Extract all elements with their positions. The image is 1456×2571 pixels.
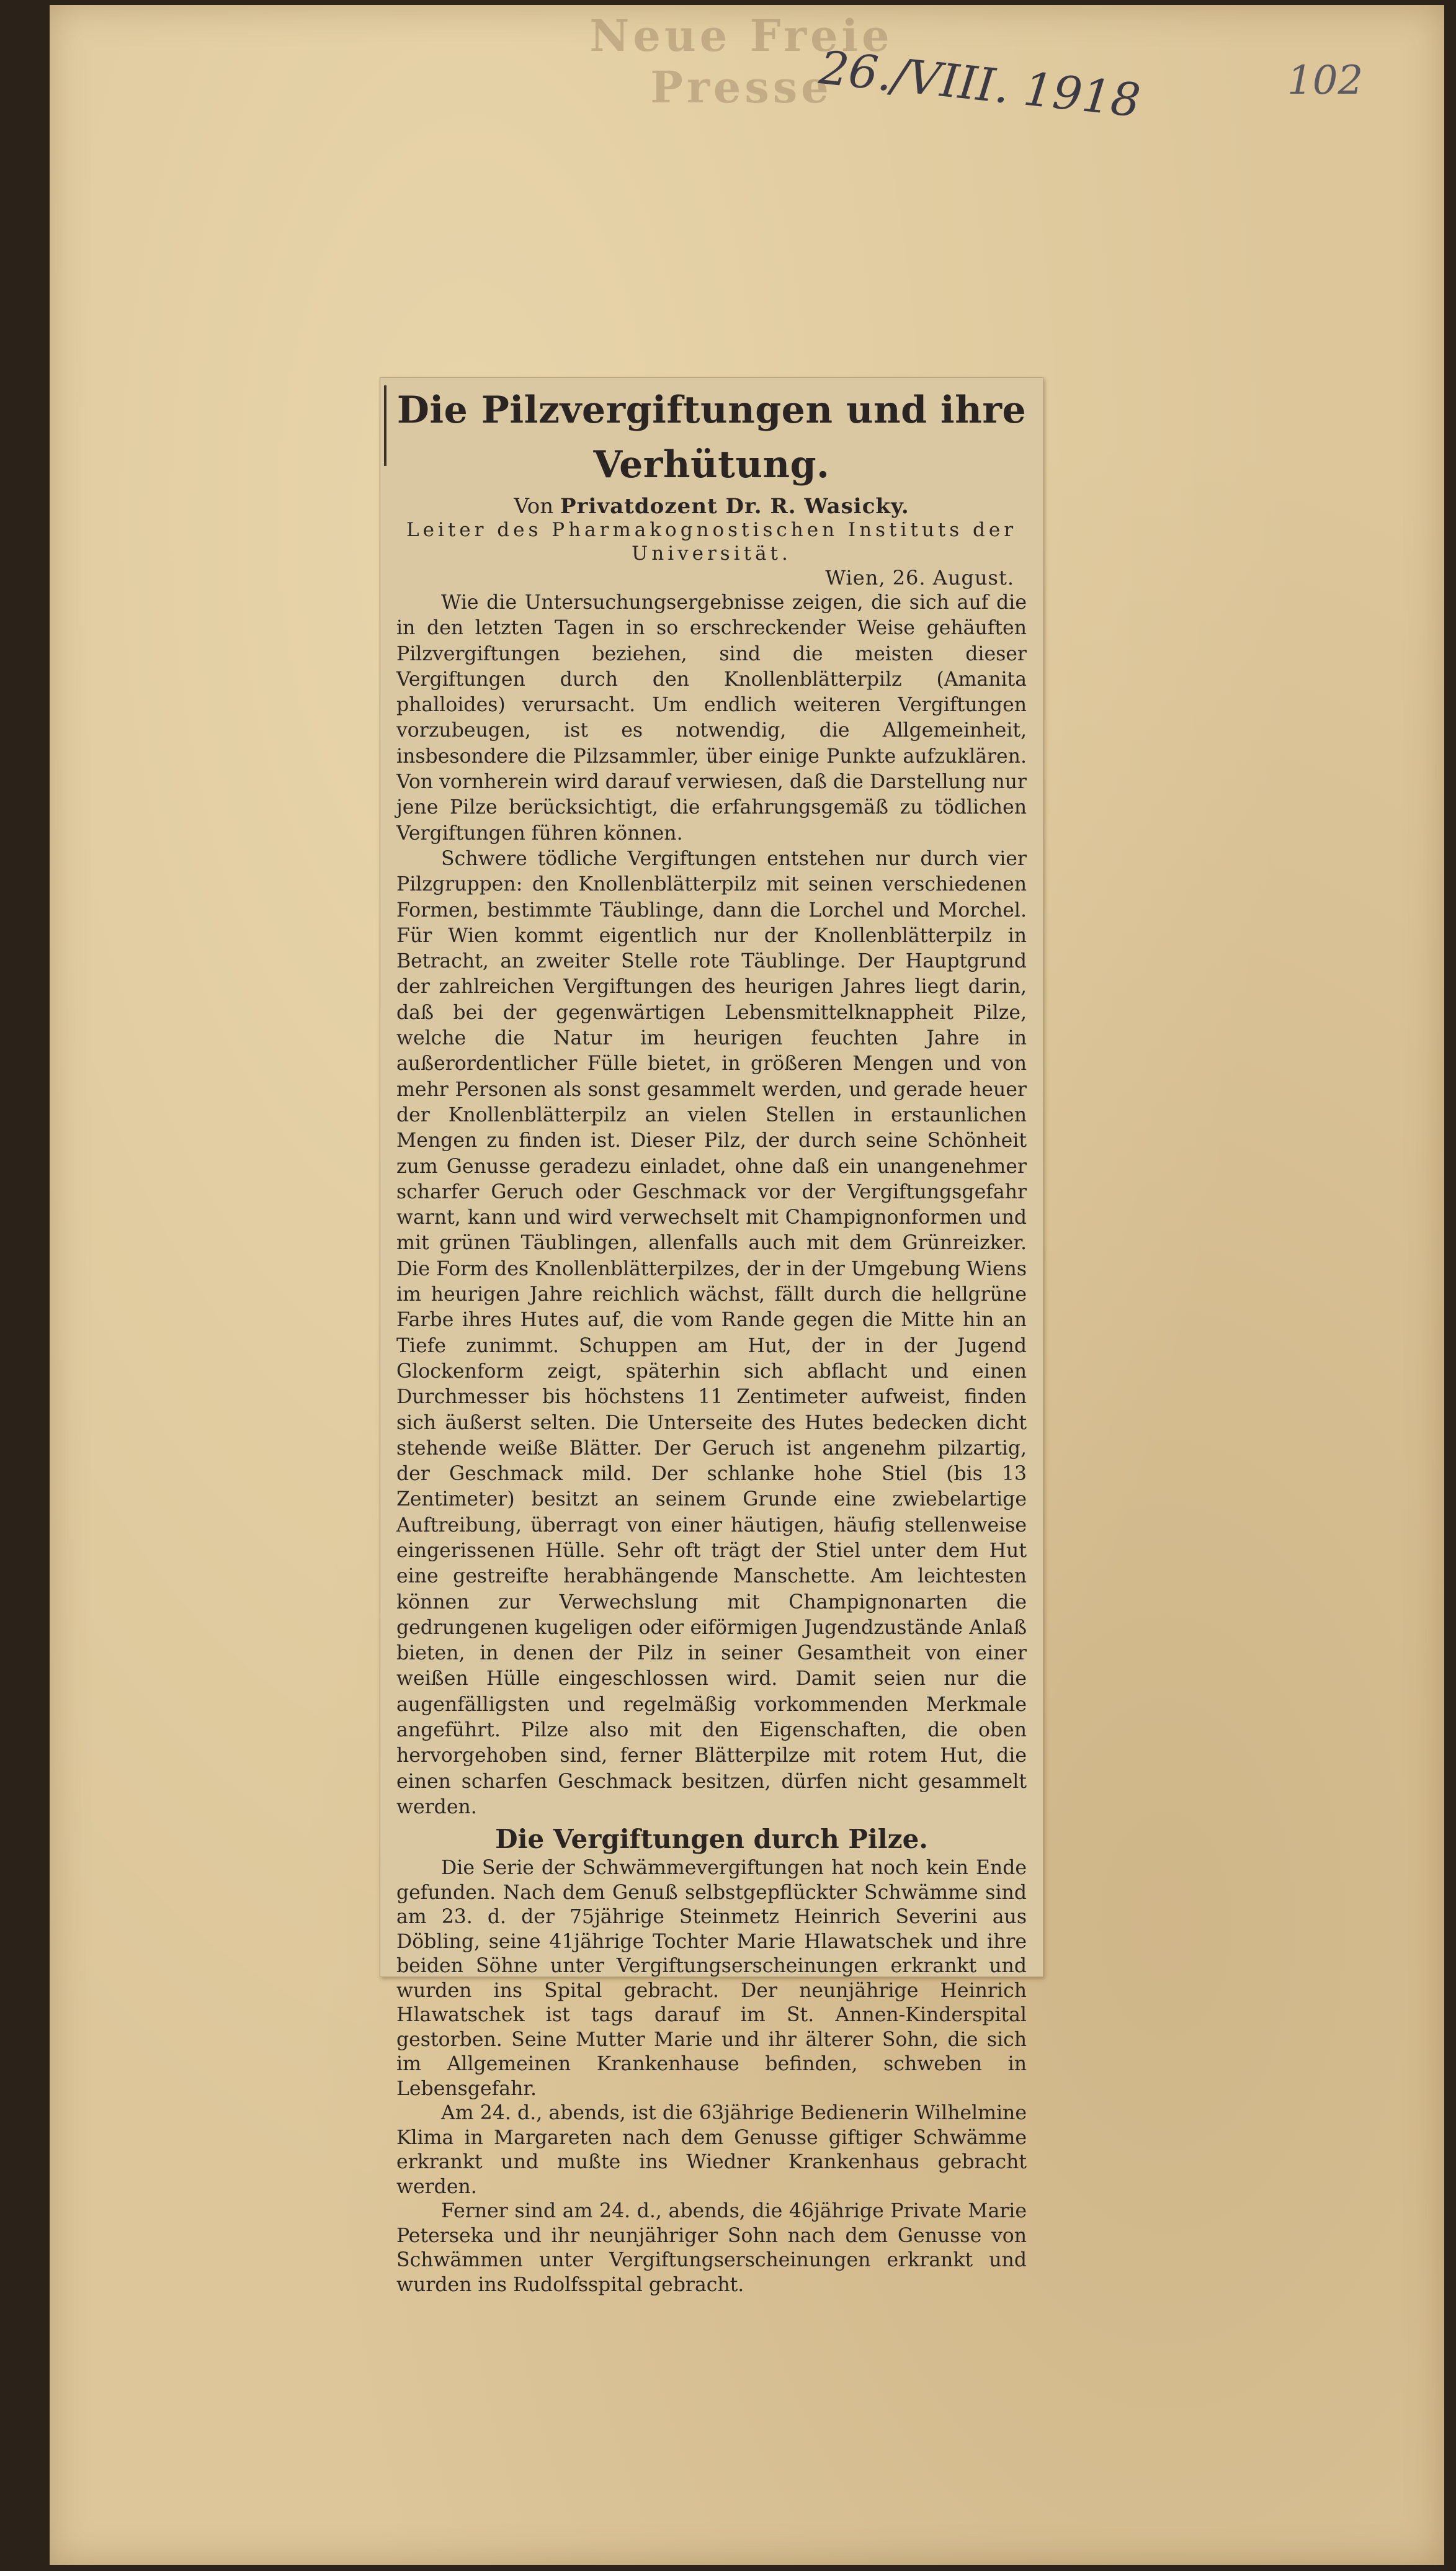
- handwritten-date: 26./VIII. 1918: [816, 41, 1143, 128]
- byline: [396, 495, 1027, 518]
- dateline: Wien, 26. August.: [825, 566, 1014, 590]
- author-name: Privatdozent Dr. R. Wasicky.: [560, 494, 909, 519]
- article-paragraph: Schwere tödliche Vergiftungen entstehen nur durch vier Pilzgruppen: den Knollenblätterpilz mit seinen verschiedenen Formen, bestimmte Täublinge, dann die Lorchel und Morchel. Für Wien kommt eigentlich nur der Knollenblätterpilz in Betracht, an zweiter Stelle rote Täublinge. Der Hauptgrund der zahlreichen Vergiftungen des heurigen Jahres liegt darin, daß bei der gegenwärtigen Lebensmittelknappheit Pilze, welche die Natur im heurigen feuchten Jahre in außerordentlicher Fülle bietet, in größeren Mengen und von mehr Personen als sonst gesammelt werden, und gerade heuer der Knollenblätterpilz an vielen Stellen in erstaunlichen Mengen zu finden ist. Dieser Pilz, der durch seine Schönheit zum Genusse geradezu einladet, ohne daß ein unangenehmer scharfer Geruch oder Geschmack vor der Vergiftungsgefahr warnt, kann und wird verwechselt mit Champignonformen und mit grünen Täublingen, allenfalls auch mit dem Grünreizker. Die Form des Knollenblätterpilzes, der in der Umgebung Wiens im heurigen Jahre reichlich wächst, fällt durch die hellgrüne Farbe ihres Hutes auf, die vom Rande gegen die Mitte hin an Tiefe zunimmt. Schuppen am Hut, der in der Jugend Glockenform zeigt, späterhin sich abflacht und einen Durchmesser bis höchstens 11 Zentimeter aufweist, finden sich äußerst selten. Die Unterseite des Hutes bedecken dicht stehende weiße Blätter. Der Geruch ist angenehm pilzartig, der Geschmack mild. Der schlanke hohe Stiel (bis 13 Zentimeter) besitzt an seinem Grunde eine zwiebelartige Auftreibung, überragt von einer häutigen, häufig stellenweise eingerissenen Hülle. Sehr oft trägt der Stiel unter dem Hut eine gestreifte herabhängende Manschette. Am leichtesten können zur Verwechslung mit Champignonarten die gedrungenen kugeligen oder eiförmigen Jugendzustände Anlaß bieten, in denen der Pilz in seiner Gesamtheit von einer weißen Hülle eingeschlossen wird. Damit seien nur die augenfälligsten und regelmäßig vorkommenden Merkmale angeführt. Pilze also mit den Eigenschaften, die oben hervorgehoben sind, ferner Blätterpilze mit rotem Hut, die einen scharfen Geschmack besitzen, dürfen nicht gesammelt werden.: [396, 847, 1027, 1818]
- byline-prefix: Von: [514, 494, 554, 519]
- report-paragraph: Ferner sind am 24. d., abends, die 46jährige Private Marie Peterseka und ihr neunjähriger Sohn nach dem Genusse von Schwämmen unter Vergiftungserscheinungen erkrankt und wurden ins Rudolfsspital gebracht.: [396, 2200, 1027, 2296]
- author-institution: Leiter des Pharmakognostischen Instituts der: [406, 519, 1017, 541]
- article-paragraph: Wie die Untersuchungsergebnisse zeigen, die sich auf die in den letzten Tagen in so erschreckender Weise gehäuften Pilzvergiftungen beziehen, sind die meisten dieser Vergiftungen durch den Knollenblätterpilz (Amanita phalloides) verursacht. Um endlich weiteren Vergiftungen vorzubeugen, ist es notwendig, die Allgemeinheit, insbesondere die Pilzsammler, über einige Punkte aufzuklären. Von vornherein wird darauf verwiesen, daß die Darstellung nur jene Pilze berücksichtigt, die erfahrungsgemäß zu tödlichen Vergiftungen führen können.: [396, 591, 1027, 845]
- handwritten-page-number: 102: [1287, 58, 1364, 104]
- author-institution-line-2: Universität.: [632, 542, 792, 565]
- report-subheading: Die Vergiftungen durch Pilze.: [495, 1824, 928, 1855]
- article-headline: Die Pilzvergiftungen und ihre Verhütung.: [396, 388, 1027, 487]
- newspaper-clipping: [380, 377, 1043, 2296]
- report-paragraph: Am 24. d., abends, ist die 63jährige Bedienerin Wilhelmine Klima in Margareten nach dem Genusse giftiger Schwämme erkrankt und mußte ins Wiedner Krankenhaus gebracht werden.: [396, 2102, 1027, 2198]
- newspaper-stamp: Neue Freie Presse: [589, 10, 893, 113]
- report-paragraph: Die Serie der Schwämmevergiftungen hat noch kein Ende gefunden. Nach dem Genuß selbstgepflückter Schwämme sind am 23. d. der 75jährige Steinmetz Heinrich Severini aus Döbling, seine 41jährige Tochter Marie Hlawatschek und ihre beiden Söhne unter Vergiftungserscheinungen erkrankt und wurden ins Spital gebracht. Der neunjährige Heinrich Hlawatschek ist tags darauf im St. Annen-Kinderspital gestorben. Seine Mutter Marie und ihr älterer Sohn, die sich im Allgemeinen Krankenhause befinden, schweben in Lebensgefahr.: [396, 1857, 1027, 2100]
